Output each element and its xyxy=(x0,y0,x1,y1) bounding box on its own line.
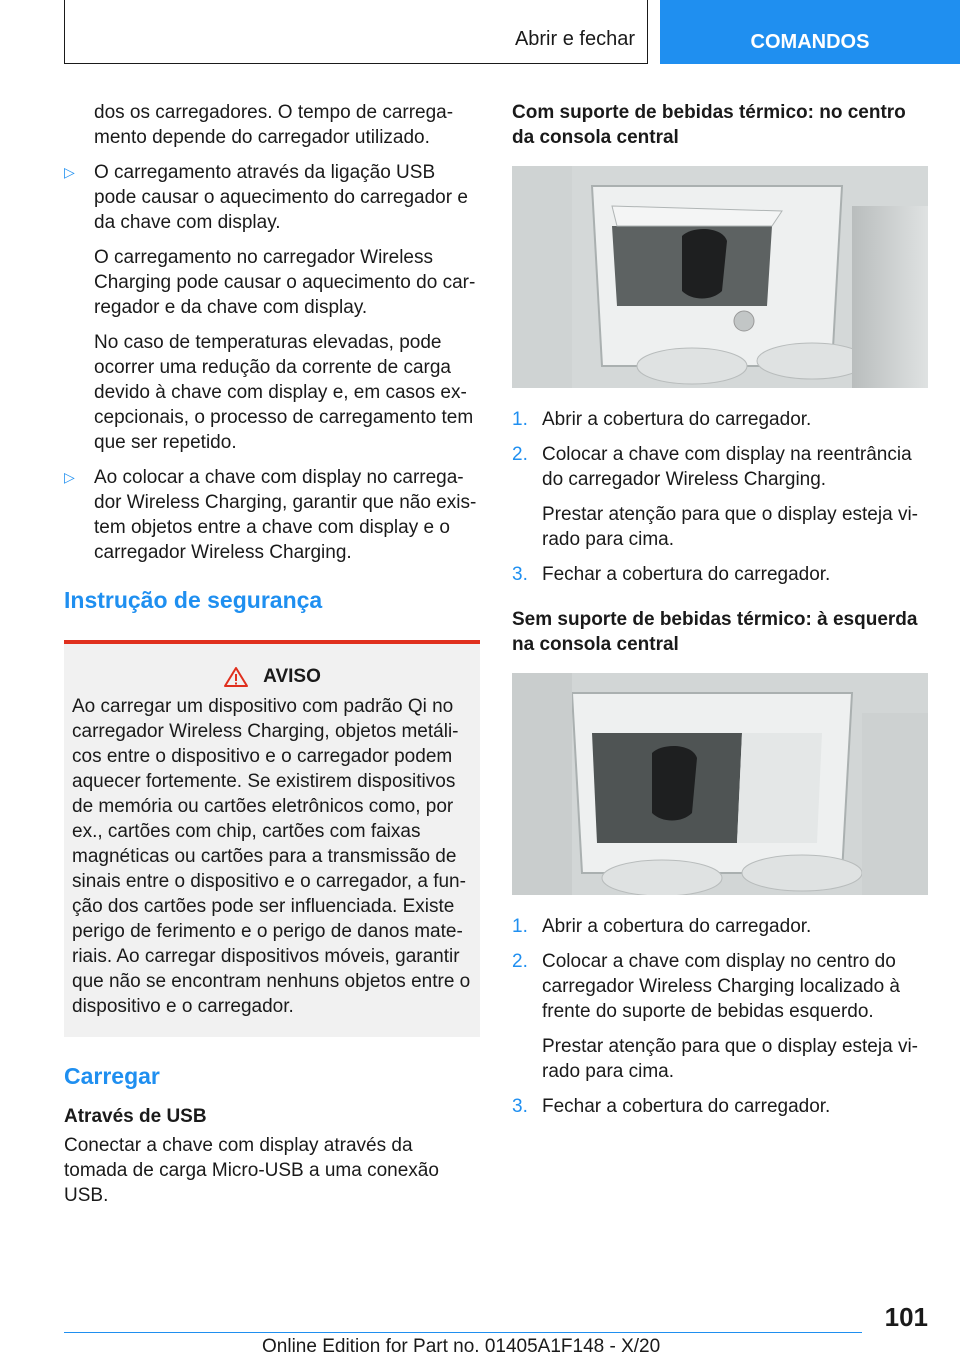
step-text: Colocar a chave com display na reentrância do carregador Wireless Charging. xyxy=(542,444,912,490)
usb-heading: Através de USB xyxy=(64,1106,207,1127)
step-number: 3. xyxy=(512,564,528,585)
chapter-tab xyxy=(660,0,960,64)
section-title: Abrir e fechar xyxy=(514,28,635,50)
triangle-right-icon: ▷ xyxy=(64,164,75,180)
warning-text: Ao carregar um dispositivo com padrão Qi no carregador Wireless Charging, objetos metáli-cos entre o dispositivo e o carregador podem aquecer fortemente. Se existirem dispositivos de memória ou cartões eletrônicos como, por ex., cartões com chip, cartões com faixas magnéticas ou cartões para a transmissão de sinais entre o dispositivo e o carregador, a fun-ção dos cartões pode ser influenciada. Existe perigo de ferimento e o perigo de danos mate-riais. Ao carregar dispositivos móveis, garantir que não se encontram nenhuns objetos entre o dispositivo e o carregador. xyxy=(72,696,471,1017)
triangle-right-icon: ▷ xyxy=(64,469,75,485)
header-section-box xyxy=(64,0,648,64)
list-item xyxy=(64,465,480,565)
list-item xyxy=(512,949,928,1024)
step-note: Prestar atenção para que o display esteja vi-rado para cima. xyxy=(542,1036,918,1082)
step-text: Abrir a cobertura do carregador. xyxy=(542,916,812,937)
list-item xyxy=(512,1094,928,1119)
console-charger-photo xyxy=(512,673,928,895)
list-item xyxy=(512,407,928,432)
step-text: Abrir a cobertura do carregador. xyxy=(542,409,812,430)
list-item xyxy=(64,160,480,235)
bullet-text: O carregamento através da ligação USB pode causar o aquecimento do carregador e da chave com display. xyxy=(94,162,468,233)
chapter-tab-label: COMANDOS xyxy=(750,31,870,53)
step-number: 1. xyxy=(512,916,528,937)
section-heading: Sem suporte de bebidas térmico: à esquerda na consola central xyxy=(512,609,918,655)
continued-paragraph: dos os carregadores. O tempo de carrega-mento depende do carregador utilizado. xyxy=(94,102,454,148)
footer-edition: Online Edition for Part no. 01405A1F148 - X/20 xyxy=(262,1336,661,1357)
step-note: Prestar atenção para que o display esteja vi-rado para cima. xyxy=(542,504,918,550)
left-column xyxy=(64,100,480,1218)
footer-divider xyxy=(64,1332,862,1333)
step-number: 2. xyxy=(512,951,528,972)
step-number: 2. xyxy=(512,444,528,465)
warning-title: AVISO xyxy=(263,666,321,687)
step-text: Fechar a cobertura do carregador. xyxy=(542,564,831,585)
section-heading: Com suporte de bebidas térmico: no centro da consola central xyxy=(512,102,906,148)
bullet-paragraph: O carregamento no carregador Wireless Charging pode causar o aquecimento do car-regador e da chave com display. xyxy=(94,247,476,318)
usb-paragraph: Conectar a chave com display através da tomada de carga Micro-USB a uma conexão USB. xyxy=(64,1135,439,1206)
bullet-text: Ao colocar a chave com display no carrega-dor Wireless Charging, garantir que não exis-tem objetos entre a chave com display e o carregador Wireless Charging. xyxy=(94,467,477,563)
step-text: Colocar a chave com display no centro do carregador Wireless Charging localizado à frente do suporte de bebidas esquerdo. xyxy=(542,951,901,1022)
list-item xyxy=(512,914,928,939)
warning-header xyxy=(72,666,472,688)
charge-heading: Carregar xyxy=(64,1063,160,1089)
safety-heading: Instrução de segurança xyxy=(64,587,323,613)
step-number: 1. xyxy=(512,409,528,430)
list-item xyxy=(512,442,928,492)
bullet-paragraph: No caso de temperaturas elevadas, pode ocorrer uma redução da corrente de carga devido à chave com display e, em casos ex-cepcionais, o processo de carregamento tem que ser repetido. xyxy=(94,332,474,453)
list-item xyxy=(512,562,928,587)
right-column xyxy=(512,100,928,1129)
page-number: 101 xyxy=(884,1302,928,1332)
warning-triangle-icon xyxy=(223,666,249,688)
warning-box xyxy=(64,640,480,1037)
step-number: 3. xyxy=(512,1096,528,1117)
step-text: Fechar a cobertura do carregador. xyxy=(542,1096,831,1117)
console-charger-photo xyxy=(512,166,928,388)
